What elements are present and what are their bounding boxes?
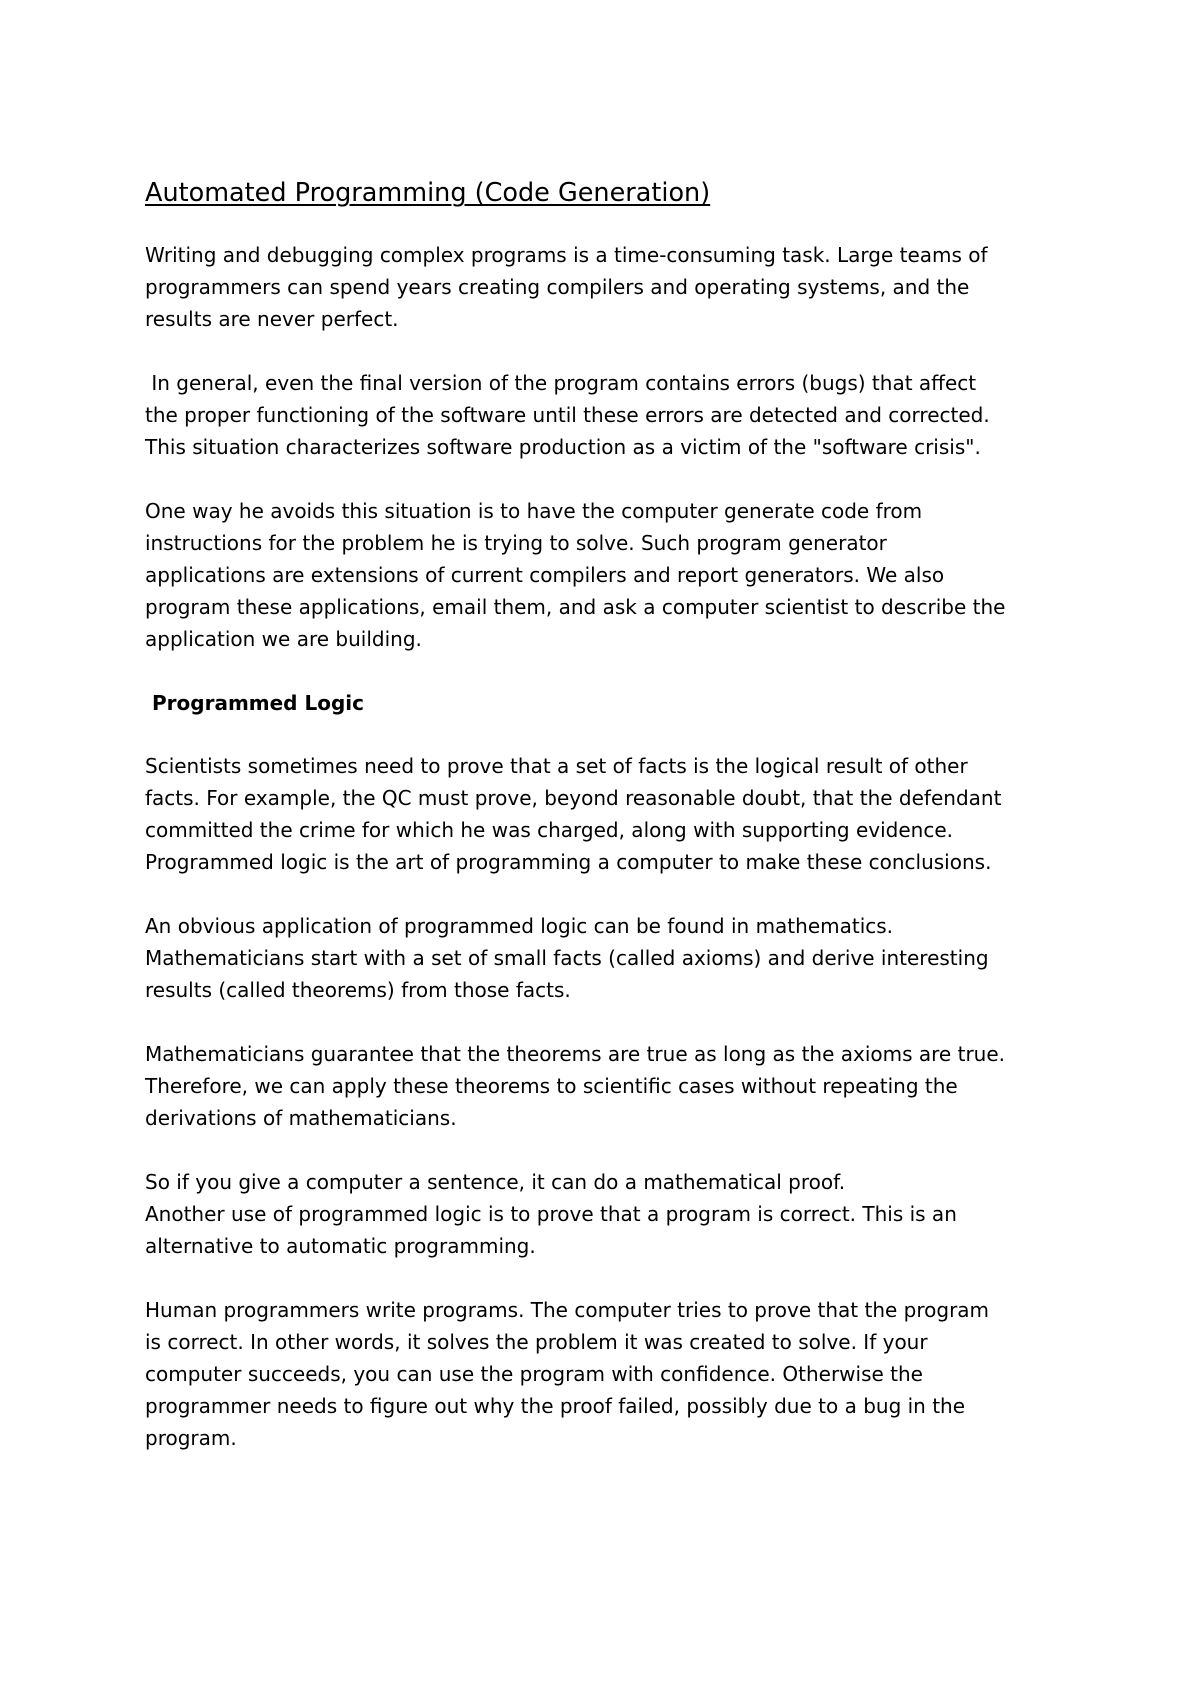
- paragraph-line: application we are building.: [145, 627, 422, 651]
- paragraph-intro: [145, 239, 1085, 335]
- document-body: [145, 176, 1085, 1454]
- paragraph-line: Another use of programmed logic is to prove that a program is correct. This is an: [145, 1202, 957, 1226]
- paragraph-code-generation: [145, 495, 1085, 655]
- paragraph-line: the proper functioning of the software until these errors are detected and corrected.: [145, 403, 990, 427]
- paragraph-line: Mathematicians guarantee that the theorems are true as long as the axioms are true.: [145, 1042, 1005, 1066]
- paragraph-line: program.: [145, 1426, 237, 1450]
- paragraph-line: programmers can spend years creating compilers and operating systems, and the: [145, 275, 970, 299]
- paragraph-line: Scientists sometimes need to prove that a set of facts is the logical result of other: [145, 754, 968, 778]
- paragraph-line: results are never perfect.: [145, 307, 399, 331]
- paragraph-line: Human programmers write programs. The computer tries to prove that the program: [145, 1298, 990, 1322]
- paragraph-line: is correct. In other words, it solves the problem it was created to solve. If your: [145, 1330, 928, 1354]
- paragraph-line: This situation characterizes software production as a victim of the "software crisis".: [145, 435, 981, 459]
- paragraph-line: computer succeeds, you can use the program with confidence. Otherwise the: [145, 1362, 923, 1386]
- paragraph-line: program these applications, email them, and ask a computer scientist to describe the: [145, 595, 1006, 619]
- paragraph-bugs: [145, 367, 1085, 463]
- paragraph-line: Programmed logic is the art of programming a computer to make these conclusions.: [145, 850, 992, 874]
- section-heading: Programmed Logic: [152, 691, 364, 715]
- paragraph-line: instructions for the problem he is trying to solve. Such program generator: [145, 531, 887, 555]
- paragraph-line: In general, even the final version of the program contains errors (bugs) that affect: [145, 371, 977, 395]
- paragraph-line: So if you give a computer a sentence, it can do a mathematical proof.: [145, 1170, 846, 1194]
- paragraph-theorems: [145, 1038, 1085, 1134]
- paragraph-line: derivations of mathematicians.: [145, 1106, 457, 1130]
- paragraph-line: Writing and debugging complex programs is a time-consuming task. Large teams of: [145, 243, 988, 267]
- paragraph-line: Mathematicians start with a set of small facts (called axioms) and derive interesting: [145, 946, 989, 970]
- paragraph-human-programmers: [145, 1294, 1085, 1454]
- paragraph-line: programmer needs to figure out why the proof failed, possibly due to a bug in the: [145, 1394, 966, 1418]
- paragraph-line: One way he avoids this situation is to have the computer generate code from: [145, 499, 923, 523]
- paragraph-line: facts. For example, the QC must prove, beyond reasonable doubt, that the defendant: [145, 786, 1002, 810]
- document-title: Automated Programming (Code Generation): [145, 178, 711, 208]
- paragraph-proof: [145, 1166, 1085, 1262]
- paragraph-line: committed the crime for which he was charged, along with supporting evidence.: [145, 818, 953, 842]
- paragraph-line: Therefore, we can apply these theorems to scientific cases without repeating the: [145, 1074, 958, 1098]
- paragraph-line: results (called theorems) from those facts.: [145, 978, 571, 1002]
- paragraph-facts: [145, 750, 1085, 878]
- paragraph-line: applications are extensions of current compilers and report generators. We also: [145, 563, 945, 587]
- paragraph-line: alternative to automatic programming.: [145, 1234, 536, 1258]
- paragraph-line: An obvious application of programmed logic can be found in mathematics.: [145, 914, 894, 938]
- paragraph-mathematics: [145, 910, 1085, 1006]
